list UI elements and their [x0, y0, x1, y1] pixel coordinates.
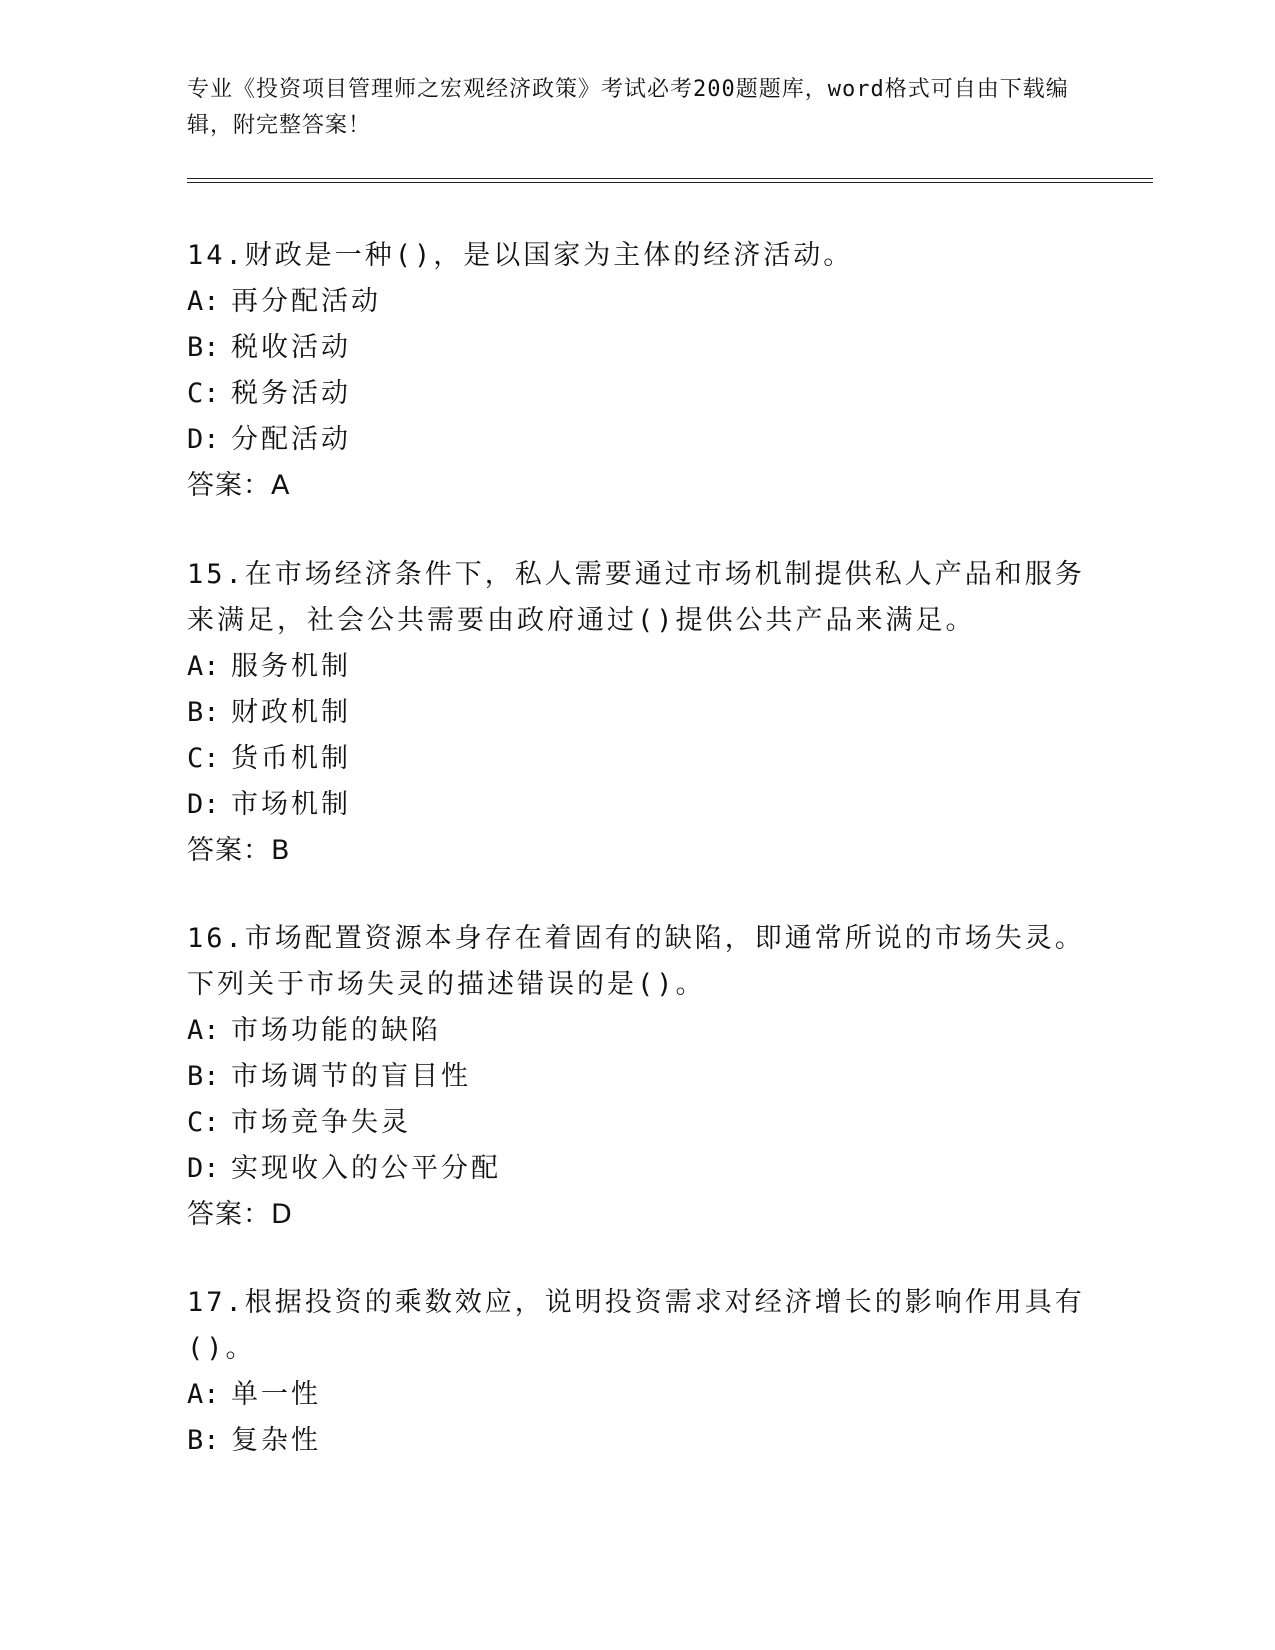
option-letter: B:	[187, 1425, 220, 1456]
option-text: 货币机制	[231, 743, 351, 774]
option-a	[187, 279, 1087, 325]
option-letter: B:	[187, 332, 220, 363]
answer: 答案：B	[187, 835, 291, 866]
option-letter: C:	[187, 378, 220, 409]
question-stem: 17.根据投资的乘数效应，说明投资需求对经济增长的影响作用具有()。	[187, 1287, 1085, 1364]
option-letter: D:	[187, 789, 220, 820]
option-letter: C:	[187, 1107, 220, 1138]
option-b	[187, 690, 1087, 736]
option-text: 市场机制	[231, 789, 351, 820]
option-c	[187, 736, 1087, 782]
option-text: 市场竞争失灵	[231, 1107, 411, 1138]
option-text: 服务机制	[231, 651, 351, 682]
option-letter: B:	[187, 1061, 220, 1092]
question-stem: 14.财政是一种()，是以国家为主体的经济活动。	[187, 240, 854, 271]
option-text: 再分配活动	[231, 286, 381, 317]
header-rule-bottom	[187, 182, 1153, 183]
question-stem: 16.市场配置资源本身存在着固有的缺陷，即通常所说的市场失灵。下列关于市场失灵的描述错误的是()。	[187, 923, 1085, 1000]
question-17	[187, 1280, 1087, 1464]
option-letter: A:	[187, 1379, 220, 1410]
option-letter: A:	[187, 286, 220, 317]
option-text: 分配活动	[231, 424, 351, 455]
option-text: 财政机制	[231, 697, 351, 728]
option-text: 单一性	[231, 1379, 321, 1410]
option-c	[187, 371, 1087, 417]
answer: 答案：D	[187, 1199, 293, 1230]
option-d	[187, 782, 1087, 828]
option-text: 复杂性	[231, 1425, 321, 1456]
option-letter: D:	[187, 1153, 220, 1184]
question-stem: 15.在市场经济条件下，私人需要通过市场机制提供私人产品和服务来满足，社会公共需要由政府通过()提供公共产品来满足。	[187, 559, 1085, 636]
option-a	[187, 644, 1087, 690]
option-text: 税收活动	[231, 332, 351, 363]
option-text: 市场调节的盲目性	[231, 1061, 471, 1092]
option-letter: B:	[187, 697, 220, 728]
option-letter: D:	[187, 424, 220, 455]
option-letter: A:	[187, 1015, 220, 1046]
option-text: 税务活动	[231, 378, 351, 409]
option-b	[187, 1054, 1087, 1100]
option-letter: C:	[187, 743, 220, 774]
document-header: 专业《投资项目管理师之宏观经济政策》考试必考200题题库，word格式可自由下载编辑，附完整答案！	[187, 77, 1069, 138]
option-d	[187, 1146, 1087, 1192]
option-b	[187, 1418, 1087, 1464]
option-c	[187, 1100, 1087, 1146]
option-a	[187, 1008, 1087, 1054]
option-b	[187, 325, 1087, 371]
question-15	[187, 552, 1087, 874]
option-letter: A:	[187, 651, 220, 682]
question-14	[187, 233, 1087, 509]
option-text: 市场功能的缺陷	[231, 1015, 441, 1046]
option-text: 实现收入的公平分配	[231, 1153, 501, 1184]
answer: 答案：A	[187, 470, 291, 501]
question-16	[187, 916, 1087, 1238]
option-a	[187, 1372, 1087, 1418]
header-rule-top	[187, 178, 1153, 179]
option-d	[187, 417, 1087, 463]
